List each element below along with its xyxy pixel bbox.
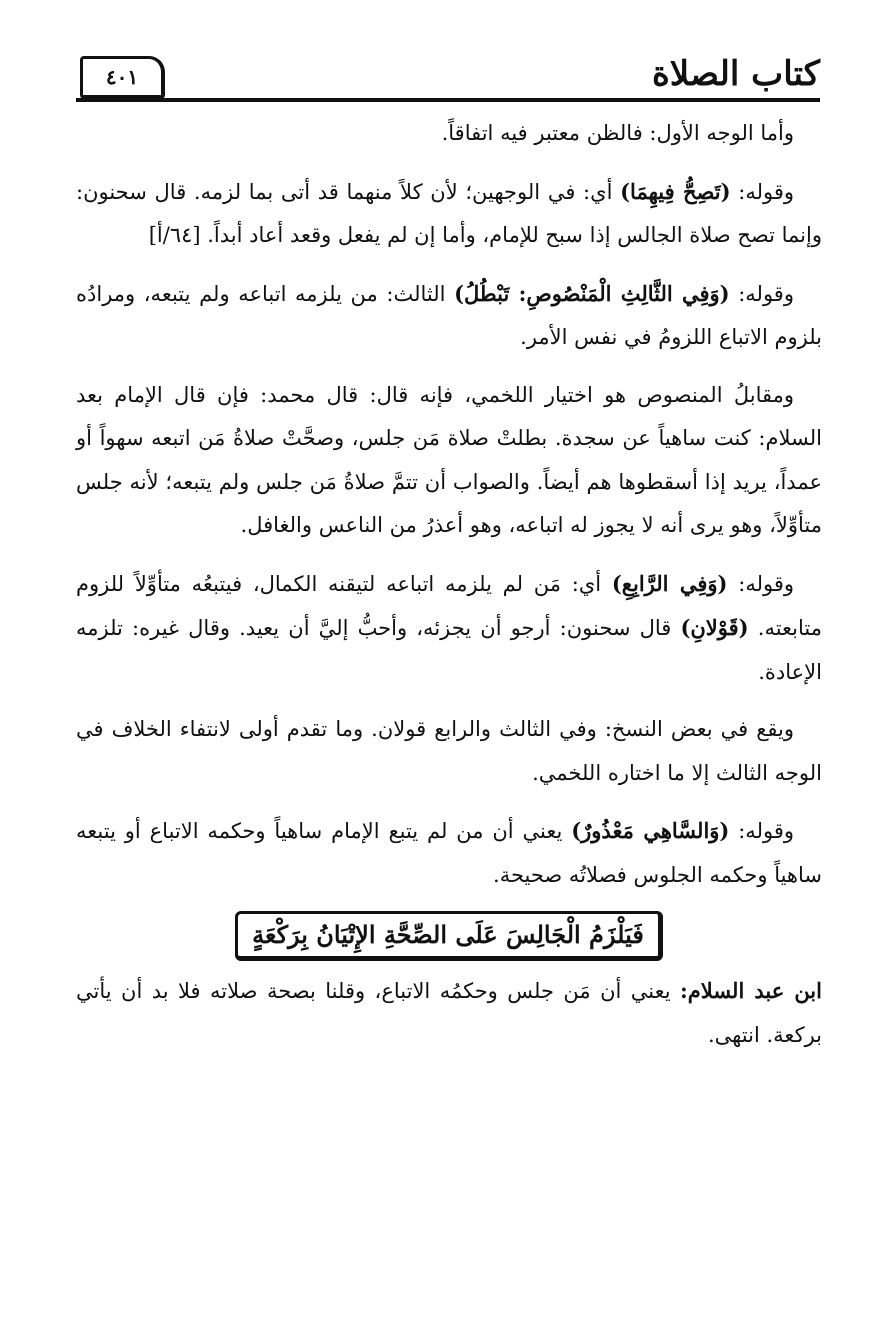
speaker-name: ابن عبد السلام: [680,978,822,1003]
paragraph-2 [76,170,822,258]
chapter-title: كتاب الصلاة [651,54,820,94]
paragraph-text: ومقابلُ المنصوص هو اختيار اللخمي، فإنه قال: قال محمد: فإن قال الإمام بعد السلام: كنت ساهياً عن سجدة. بطلتْ صلاة مَن جلس، وصحَّتْ صلاةُ مَن اتبعه سهواً أو عمداً، يريد إذا أسقطوها هم أيضاً. والصواب أن تتمَّ صلاةُ مَن جلس ولم يتبعه؛ لأنه جلس متأوِّلاً، وهو يرى أنه لا يجوز له اتباعه، وهو أعذرُ من الناعس والغافل. [76,382,822,537]
matn-quote: (وَفِي الثَّالِثِ الْمَنْصُوصِ: تَبْطُلُ) [454,280,730,306]
paragraph-lead: وقوله: [729,819,794,843]
matn-quote: (قَوْلانِ) [680,615,749,640]
paragraph-4 [76,374,822,548]
page-header [76,52,820,104]
paragraph-lead: وقوله: [730,179,795,204]
paragraph-text: أي: في الوجهين؛ لأن كلاً منهما قد أتى بما لزمه. قال سحنون: وإنما تصح صلاة الجالس إذا سبح للإمام، وأما إن لم يفعل وقعد أعاد أبداً. [٦٤/أ] [76,179,822,247]
paragraph-7 [76,809,822,897]
section-heading: فَيَلْزَمُ الْجَالِسَ عَلَى الصِّحَّةِ الإِتْيَانُ بِرَكْعَةٍ [235,911,663,961]
paragraph-lead: وقوله: [727,571,795,596]
paragraph-3 [76,272,822,360]
matn-quote: (وَالسَّاهِي مَعْذُورٌ) [571,818,730,843]
paragraph-lead: وقوله: [729,281,794,306]
paragraph-8 [76,969,822,1057]
paragraph-text: أي: مَن لم يلزمه اتباعه لتيقنه الكمال، فيتبعُه متأوِّلاً للزوم متابعته. [76,571,822,640]
body-text [76,112,822,1071]
paragraph-5 [76,562,822,695]
paragraph-text: ويقع في بعض النسخ: وفي الثالث والرابع قولان. وما تقدم أولى لانتفاء الخلاف في الوجه الثالث إلا ما اختاره اللخمي. [76,717,822,785]
matn-quote: (تَصِحُّ فِيهِمَا) [620,178,731,204]
paragraph-1 [76,112,822,156]
section-heading-wrapper [76,911,822,961]
paragraph-text: يعني أن من لم يتبع الإمام ساهياً وحكمه الاتباع أو يتبعه ساهياً وحكمه الجلوس فصلاتُه صحيحة. [76,819,822,887]
paragraph-6 [76,708,822,795]
header-rule [76,98,820,102]
paragraph-text: الثالث: من يلزمه اتباعه ولم يتبعه، ومرادُه بلزوم الاتباع اللزومُ في نفس الأمر. [76,281,822,349]
matn-quote: (وَفِي الرَّابِعِ) [611,570,728,596]
paragraph-text: وأما الوجه الأول: فالظن معتبر فيه اتفاقاً. [441,121,794,145]
paragraph-text: قال سحنون: أرجو أن يجزئه، وأحبُّ إليَّ أن يعيد. وقال غيره: تلزمه الإعادة. [76,616,822,684]
page-number: ٤٠١ [80,56,165,99]
paragraph-text: يعني أن مَن جلس وحكمُه الاتباع، وقلنا بصحة صلاته فلا بد أن يأتي بركعة. انتهى. [76,979,822,1047]
